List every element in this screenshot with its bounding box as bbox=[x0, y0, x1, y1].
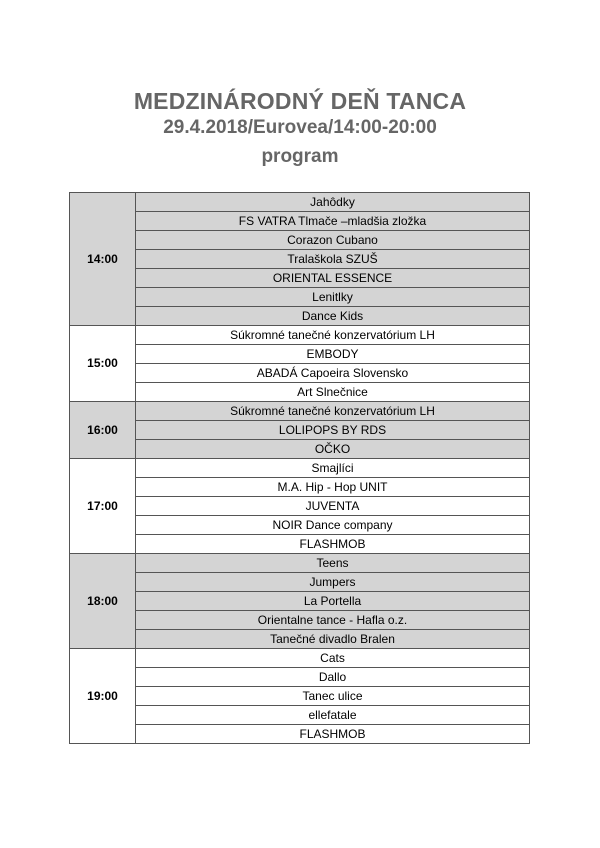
act-name: Súkromné tanečné konzervatórium LH bbox=[136, 326, 530, 345]
table-row bbox=[70, 554, 530, 573]
table-row bbox=[70, 402, 530, 421]
table-row bbox=[70, 383, 530, 402]
time-slot: 15:00 bbox=[70, 326, 136, 402]
act-name: ABADÁ Capoeira Slovensko bbox=[136, 364, 530, 383]
act-name: LOLIPOPS BY RDS bbox=[136, 421, 530, 440]
table-row bbox=[70, 649, 530, 668]
table-row bbox=[70, 592, 530, 611]
table-row bbox=[70, 611, 530, 630]
table-row bbox=[70, 345, 530, 364]
table-row bbox=[70, 269, 530, 288]
act-name: FLASHMOB bbox=[136, 535, 530, 554]
table-row bbox=[70, 516, 530, 535]
table-row bbox=[70, 212, 530, 231]
act-name: Tanečné divadlo Bralen bbox=[136, 630, 530, 649]
program-label: program bbox=[261, 146, 339, 167]
table-row bbox=[70, 364, 530, 383]
table-row bbox=[70, 421, 530, 440]
act-name: Art Slnečnice bbox=[136, 383, 530, 402]
act-name: La Portella bbox=[136, 592, 530, 611]
table-row bbox=[70, 725, 530, 744]
act-name: Teens bbox=[136, 554, 530, 573]
act-name: JUVENTA bbox=[136, 497, 530, 516]
table-row bbox=[70, 687, 530, 706]
act-name: Jumpers bbox=[136, 573, 530, 592]
act-name: ellefatale bbox=[136, 706, 530, 725]
table-row bbox=[70, 250, 530, 269]
time-slot: 17:00 bbox=[70, 459, 136, 554]
act-name: Corazon Cubano bbox=[136, 231, 530, 250]
act-name: Lenitlky bbox=[136, 288, 530, 307]
act-name: Jahôdky bbox=[136, 193, 530, 212]
table-row bbox=[70, 668, 530, 687]
time-slot: 19:00 bbox=[70, 649, 136, 744]
table-row bbox=[70, 478, 530, 497]
table-row bbox=[70, 630, 530, 649]
act-name: Dance Kids bbox=[136, 307, 530, 326]
table-row bbox=[70, 440, 530, 459]
document-title: MEDZINÁRODNÝ DEŇ TANCA bbox=[133, 88, 467, 114]
act-name: M.A. Hip - Hop UNIT bbox=[136, 478, 530, 497]
act-name: OČKO bbox=[136, 440, 530, 459]
table-row bbox=[70, 288, 530, 307]
act-name: NOIR Dance company bbox=[136, 516, 530, 535]
table-row bbox=[70, 326, 530, 345]
act-name: Orientalne tance - Hafla o.z. bbox=[136, 611, 530, 630]
table-row bbox=[70, 706, 530, 725]
table-row bbox=[70, 535, 530, 554]
act-name: Cats bbox=[136, 649, 530, 668]
act-name: EMBODY bbox=[136, 345, 530, 364]
act-name: FS VATRA Tlmače –mladšia zložka bbox=[136, 212, 530, 231]
table-row bbox=[70, 193, 530, 212]
act-name: Smajlíci bbox=[136, 459, 530, 478]
schedule-table bbox=[69, 192, 530, 744]
act-name: ORIENTAL ESSENCE bbox=[136, 269, 530, 288]
act-name: Súkromné tanečné konzervatórium LH bbox=[136, 402, 530, 421]
table-row bbox=[70, 307, 530, 326]
event-date-venue: 29.4.2018/Eurovea/14:00-20:00 bbox=[163, 117, 437, 138]
table-row bbox=[70, 497, 530, 516]
act-name: Tralaškola SZUŠ bbox=[136, 250, 530, 269]
time-slot: 16:00 bbox=[70, 402, 136, 459]
act-name: Dallo bbox=[136, 668, 530, 687]
table-row bbox=[70, 459, 530, 478]
table-row bbox=[70, 231, 530, 250]
act-name: Tanec ulice bbox=[136, 687, 530, 706]
document-header bbox=[0, 88, 600, 169]
act-name: FLASHMOB bbox=[136, 725, 530, 744]
time-slot: 18:00 bbox=[70, 554, 136, 649]
table-row bbox=[70, 573, 530, 592]
time-slot: 14:00 bbox=[70, 193, 136, 326]
